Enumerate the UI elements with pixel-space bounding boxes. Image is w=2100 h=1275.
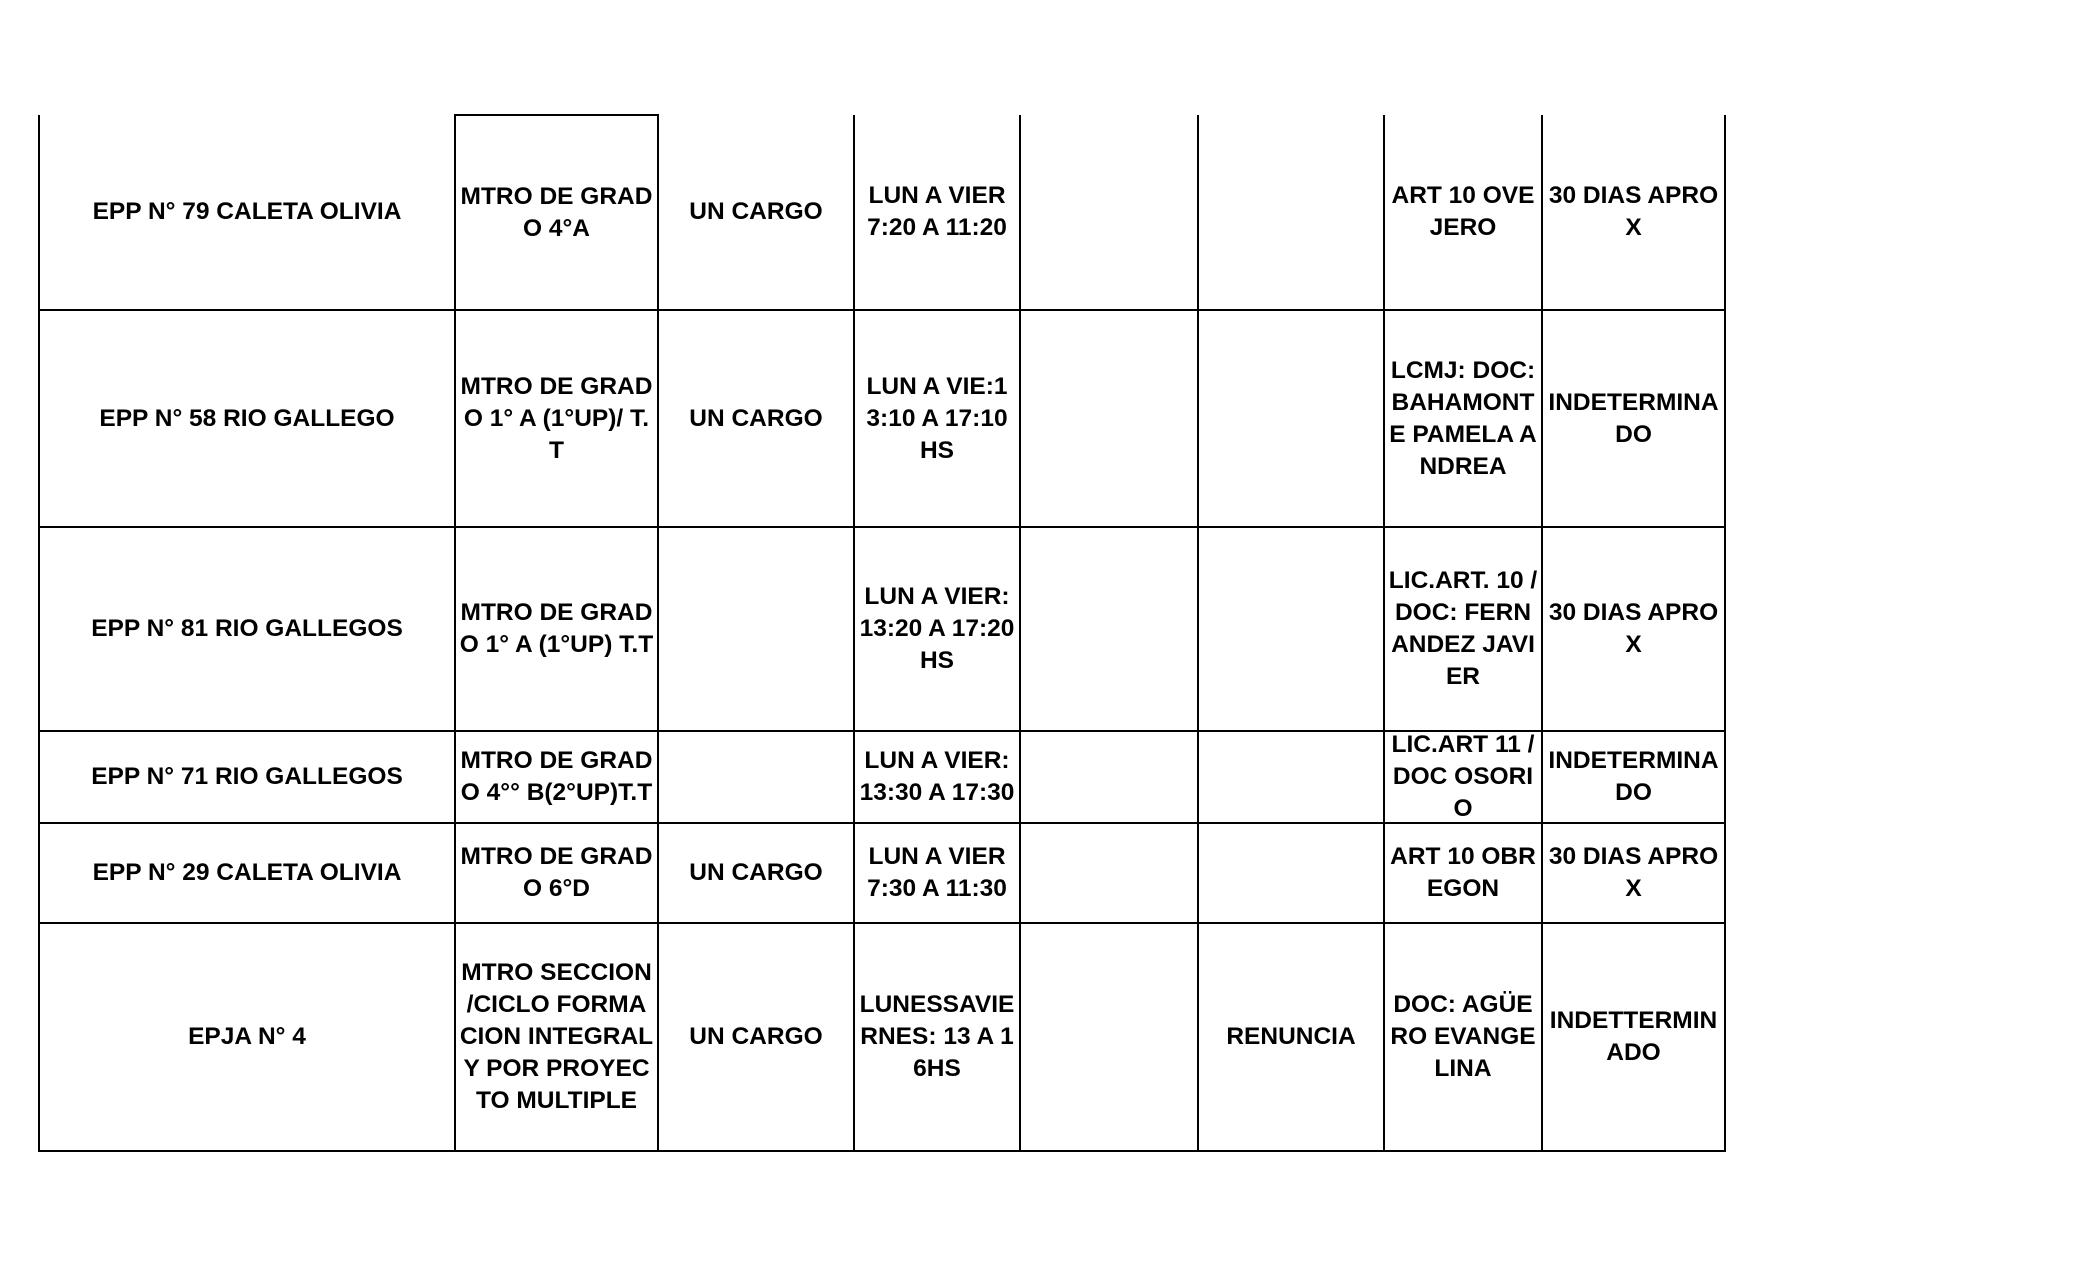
schedule-cell: LUN A VIE:13:10 A 17:10 HS [854,310,1020,527]
reason-cell [1198,310,1384,527]
duration-cell: 30 DIAS APROX [1542,527,1725,731]
empty-cell [1020,115,1198,310]
table-row [39,731,1725,823]
school-cell: EPP N° 79 CALETA OLIVIA [39,115,455,310]
position-cell: MTRO DE GRADO 4°° B(2°UP)T.T [460,747,653,806]
vacancy-table [38,114,1726,1152]
school-cell: EPJA N° 4 [39,923,455,1151]
status-cell [658,731,854,823]
empty-cell [1020,923,1198,1151]
school-cell: EPP N° 71 RIO GALLEGOS [39,731,455,823]
duration-cell: INDETERMINADO [1542,310,1725,527]
table-row [39,115,1725,310]
duration-cell: INDETERMINADO [1542,731,1725,823]
position-cell: MTRO SECCION /CICLO FORMACION INTEGRAL Y POR PROYECTO MULTIPLE [459,959,654,1114]
schedule-cell-wrap [854,731,1020,823]
leave-cell: ART 10 OBREGON [1384,823,1542,923]
status-cell: UN CARGO [658,115,854,310]
schedule-cell: LUN A VIER 7:30 A 11:30 [854,823,1020,923]
leave-cell: ART 10 OVEJERO [1384,115,1542,310]
schedule-cell: LUN A VIER: 13:20 A 17:20 HS [854,527,1020,731]
schedule-cell: LUN A VIER 7:20 A 11:20 [854,115,1020,310]
position-cell: MTRO DE GRADO 1° A (1°UP) T.T [455,527,658,731]
empty-cell [1020,527,1198,731]
school-cell: EPP N° 58 RIO GALLEGO [39,310,455,527]
leave-cell: LCMJ: DOC: BAHAMONTE PAMELA ANDREA [1384,310,1542,527]
duration-cell: 30 DIAS APROX [1542,115,1725,310]
position-cell-wrap [455,923,658,1151]
empty-cell [1020,823,1198,923]
position-cell-wrap [455,731,658,823]
empty-cell [1020,310,1198,527]
position-cell: MTRO DE GRADO 6°D [455,823,658,923]
table-row [39,923,1725,1151]
table-row [39,823,1725,923]
duration-cell: 30 DIAS APROX [1542,823,1725,923]
duration-cell: INDETTERMINADO [1542,923,1725,1151]
leave-cell: LIC.ART. 10 / DOC: FERNANDEZ JAVIER [1384,527,1542,731]
reason-cell: RENUNCIA [1198,923,1384,1151]
status-cell [658,527,854,731]
empty-cell [1020,731,1198,823]
reason-cell [1198,115,1384,310]
position-cell: MTRO DE GRADO 4°A [455,115,658,310]
leave-cell: DOC: AGÜERO EVANGELINA [1384,923,1542,1151]
table-row [39,527,1725,731]
schedule-cell: LUN A VIER: 13:30 A 17:30 [859,747,1015,806]
reason-cell [1198,527,1384,731]
table-row [39,310,1725,527]
school-cell: EPP N° 29 CALETA OLIVIA [39,823,455,923]
status-cell: UN CARGO [658,823,854,923]
reason-cell [1198,823,1384,923]
status-cell: UN CARGO [658,923,854,1151]
leave-cell-wrap [1384,731,1542,823]
schedule-cell: LUNESSAVIERNES: 13 A 16HS [854,923,1020,1151]
leave-cell: LIC.ART 11 /DOC OSORIO [1391,732,1535,822]
status-cell: UN CARGO [658,310,854,527]
reason-cell [1198,731,1384,823]
school-cell: EPP N° 81 RIO GALLEGOS [39,527,455,731]
position-cell: MTRO DE GRADO 1° A (1°UP)/ T.T [455,310,658,527]
